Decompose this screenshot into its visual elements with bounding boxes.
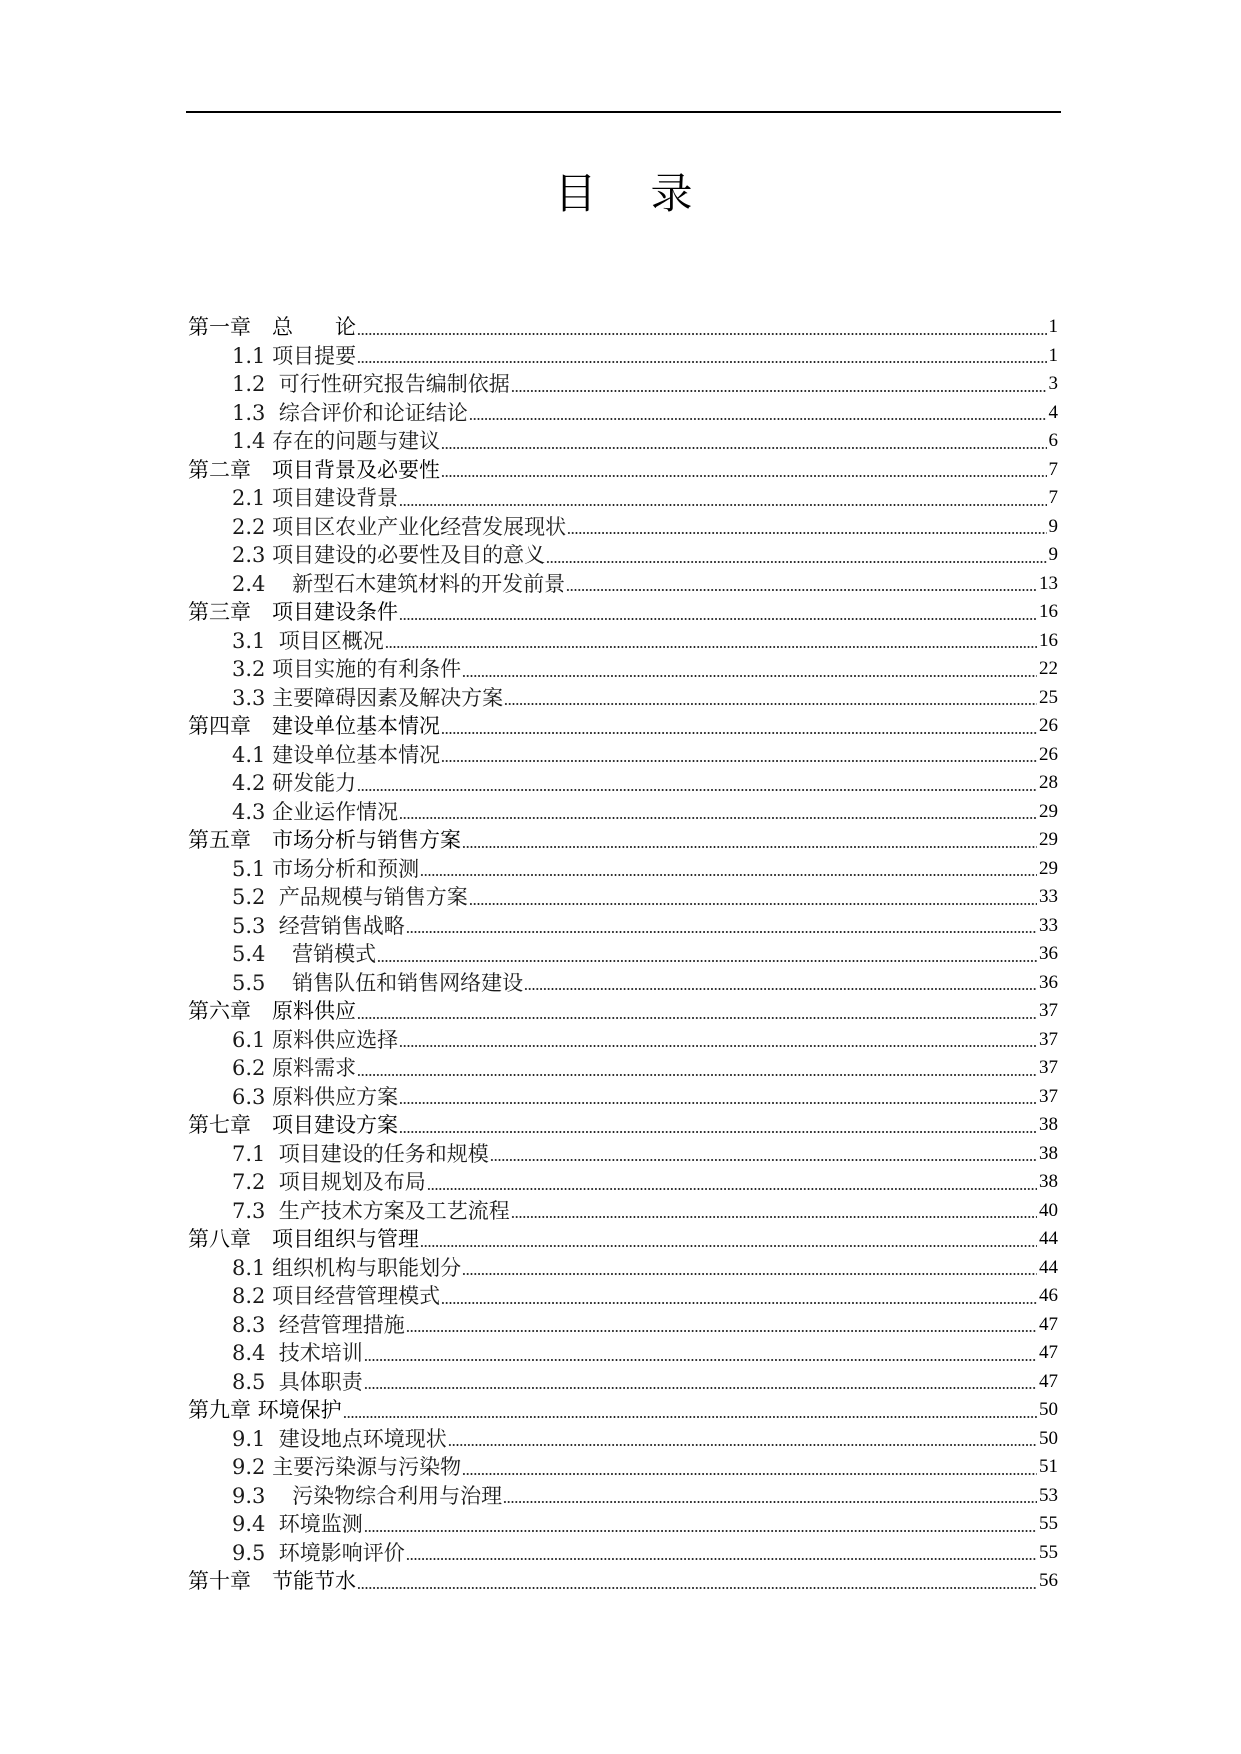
toc-entry-title: 第四章 建设单位基本情况 [188, 714, 440, 738]
table-of-contents [188, 313, 1058, 1596]
toc-entry-title: 2.2 项目区农业产业化经营发展现状 [232, 514, 567, 539]
toc-entry-title: 5.5 销售队伍和销售网络建设 [232, 970, 524, 995]
toc-section-entry [188, 1282, 1058, 1311]
dot-leader [357, 342, 1046, 371]
toc-page-number: 29 [1039, 829, 1058, 850]
toc-page-number: 9 [1048, 544, 1058, 565]
toc-page-number: 25 [1039, 686, 1058, 708]
toc-page-number: 37 [1039, 1057, 1058, 1078]
toc-page-number: 4 [1048, 401, 1058, 423]
toc-page-number: 7 [1048, 487, 1058, 508]
toc-entry-title: 9.5 环境影响评价 [232, 1540, 405, 1565]
dot-leader [441, 427, 1046, 456]
toc-entry-title: 1.4 存在的问题与建议 [232, 429, 441, 453]
toc-page-number: 29 [1039, 857, 1058, 879]
toc-page-number: 50 [1039, 1427, 1058, 1449]
toc-page-number: 28 [1039, 772, 1058, 793]
toc-section-entry [188, 769, 1058, 798]
toc-section-entry [188, 1083, 1058, 1112]
toc-page-number: 3 [1048, 373, 1058, 394]
toc-entry-title: 9.3 污染物综合利用与治理 [232, 1483, 503, 1508]
toc-section-entry [188, 1339, 1058, 1368]
dot-leader [511, 370, 1047, 399]
toc-entry-title: 第三章 项目建设条件 [188, 600, 398, 624]
toc-entry-title: 8.1 组织机构与职能划分 [232, 1255, 462, 1280]
toc-section-entry [188, 1453, 1058, 1482]
toc-section-entry [188, 883, 1058, 912]
toc-page-number: 1 [1048, 316, 1058, 337]
toc-page-number: 46 [1039, 1285, 1058, 1306]
toc-section-entry [188, 541, 1058, 570]
toc-chapter-entry [188, 1567, 1058, 1596]
dot-leader [504, 684, 1037, 713]
toc-entry-title: 2.3 项目建设的必要性及目的意义 [232, 543, 546, 567]
toc-entry-title: 5.1 市场分析和预测 [232, 856, 420, 881]
dot-leader [490, 1140, 1037, 1169]
toc-page-number: 36 [1039, 943, 1058, 964]
toc-page-number: 55 [1039, 1513, 1058, 1534]
toc-page-number: 22 [1039, 658, 1058, 679]
toc-section-entry [188, 1311, 1058, 1340]
dot-leader [364, 1339, 1037, 1368]
toc-entry-title: 9.2 主要污染源与污染物 [232, 1455, 462, 1479]
toc-entry-title: 7.2 项目规划及布局 [232, 1170, 426, 1194]
toc-entry-title: 1.3 综合评价和论证结论 [232, 400, 468, 425]
toc-page-number: 55 [1039, 1541, 1058, 1563]
toc-entry-title: 第八章 项目组织与管理 [188, 1227, 419, 1251]
dot-leader [406, 912, 1037, 941]
toc-entry-title: 5.2 产品规模与销售方案 [232, 885, 468, 909]
toc-entry-title: 第七章 项目建设方案 [188, 1113, 398, 1137]
toc-section-entry [188, 940, 1058, 969]
toc-entry-title: 8.4 技术培训 [232, 1341, 363, 1365]
toc-section-entry [188, 1425, 1058, 1454]
dot-leader [399, 1111, 1037, 1140]
toc-page-number: 9 [1048, 515, 1058, 537]
toc-section-entry [188, 399, 1058, 428]
toc-page-number: 13 [1039, 572, 1058, 594]
dot-leader [462, 1453, 1037, 1482]
toc-entry-title: 9.4 环境监测 [232, 1512, 363, 1536]
toc-section-entry [188, 1054, 1058, 1083]
toc-section-entry [188, 627, 1058, 656]
toc-page-number: 6 [1048, 430, 1058, 451]
dot-leader [462, 655, 1037, 684]
toc-page-number: 16 [1039, 601, 1058, 622]
toc-section-entry [188, 370, 1058, 399]
dot-leader [385, 627, 1037, 656]
toc-entry-title: 4.1 建设单位基本情况 [232, 742, 441, 767]
toc-entry-title: 8.5 具体职责 [232, 1369, 363, 1394]
toc-entry-title: 2.1 项目建设背景 [232, 486, 399, 510]
toc-section-entry [188, 969, 1058, 998]
dot-leader [406, 1311, 1037, 1340]
dot-leader [469, 883, 1037, 912]
toc-chapter-entry [188, 997, 1058, 1026]
dot-leader [427, 1168, 1037, 1197]
toc-chapter-entry [188, 1225, 1058, 1254]
dot-leader [357, 1054, 1037, 1083]
toc-page-number: 51 [1039, 1456, 1058, 1477]
dot-leader [406, 1539, 1037, 1568]
dot-leader [357, 769, 1037, 798]
dot-leader [441, 712, 1037, 741]
toc-chapter-entry [188, 313, 1058, 342]
dot-leader [566, 570, 1037, 599]
toc-page-number: 47 [1039, 1313, 1058, 1335]
dot-leader [399, 1083, 1037, 1112]
toc-chapter-entry [188, 1396, 1058, 1425]
dot-leader [357, 1567, 1037, 1596]
toc-section-entry [188, 855, 1058, 884]
toc-page-number: 1 [1048, 344, 1058, 366]
toc-entry-title: 3.1 项目区概况 [232, 628, 384, 653]
toc-entry-title: 第九章 环境保护 [188, 1398, 342, 1422]
dot-leader [377, 940, 1037, 969]
toc-entry-title: 7.3 生产技术方案及工艺流程 [232, 1198, 510, 1223]
toc-section-entry [188, 1026, 1058, 1055]
header-rule [186, 111, 1061, 113]
dot-leader [511, 1197, 1037, 1226]
toc-entry-title: 1.1 项目提要 [232, 343, 357, 368]
toc-page-number: 16 [1039, 629, 1058, 651]
toc-page-number: 26 [1039, 715, 1058, 736]
toc-chapter-entry [188, 1111, 1058, 1140]
dot-leader [399, 798, 1037, 827]
toc-page-number: 47 [1039, 1342, 1058, 1363]
toc-page-number: 50 [1039, 1399, 1058, 1420]
toc-page-number: 56 [1039, 1570, 1058, 1591]
dot-leader [420, 1225, 1037, 1254]
toc-page-number: 37 [1039, 1028, 1058, 1050]
toc-page-number: 37 [1039, 1000, 1058, 1021]
dot-leader [441, 1282, 1037, 1311]
dot-leader [357, 313, 1047, 342]
toc-entry-title: 6.1 原料供应选择 [232, 1027, 399, 1052]
toc-section-entry [188, 741, 1058, 770]
toc-chapter-entry [188, 598, 1058, 627]
toc-section-entry [188, 1197, 1058, 1226]
toc-section-entry [188, 655, 1058, 684]
toc-entry-title: 3.3 主要障碍因素及解决方案 [232, 685, 504, 710]
dot-leader [448, 1425, 1037, 1454]
toc-section-entry [188, 912, 1058, 941]
toc-section-entry [188, 1482, 1058, 1511]
toc-section-entry [188, 1539, 1058, 1568]
toc-entry-title: 8.3 经营管理措施 [232, 1312, 405, 1337]
toc-entry-title: 8.2 项目经营管理模式 [232, 1284, 441, 1308]
dot-leader [462, 826, 1037, 855]
toc-section-entry [188, 513, 1058, 542]
dot-leader [441, 741, 1037, 770]
dot-leader [567, 513, 1046, 542]
dot-leader [399, 1026, 1037, 1055]
toc-entry-title: 5.4 营销模式 [232, 942, 377, 966]
toc-entry-title: 第一章 总 论 [188, 315, 356, 339]
toc-section-entry [188, 484, 1058, 513]
toc-section-entry [188, 342, 1058, 371]
dot-leader [462, 1254, 1037, 1283]
toc-chapter-entry [188, 712, 1058, 741]
toc-page-number: 47 [1039, 1370, 1058, 1392]
dot-leader [343, 1396, 1037, 1425]
toc-entry-title: 4.3 企业运作情况 [232, 799, 399, 824]
page-title: 目 录 [554, 169, 699, 218]
toc-page-number: 29 [1039, 800, 1058, 822]
toc-page-number: 40 [1039, 1199, 1058, 1221]
toc-entry-title: 4.2 研发能力 [232, 771, 357, 795]
dot-leader [364, 1368, 1037, 1397]
dot-leader [441, 456, 1047, 485]
dot-leader [399, 484, 1046, 513]
toc-entry-title: 第六章 原料供应 [188, 999, 356, 1023]
dot-leader [503, 1482, 1037, 1511]
dot-leader [364, 1510, 1037, 1539]
toc-section-entry [188, 427, 1058, 456]
toc-page-number: 36 [1039, 971, 1058, 993]
toc-page-number: 26 [1039, 743, 1058, 765]
toc-page-number: 53 [1039, 1484, 1058, 1506]
toc-section-entry [188, 684, 1058, 713]
toc-chapter-entry [188, 456, 1058, 485]
toc-entry-title: 6.2 原料需求 [232, 1056, 357, 1080]
toc-section-entry [188, 1168, 1058, 1197]
toc-page-number: 33 [1039, 886, 1058, 907]
toc-page-number: 38 [1039, 1171, 1058, 1192]
toc-entry-title: 5.3 经营销售战略 [232, 913, 405, 938]
dot-leader [357, 997, 1037, 1026]
toc-page-number: 44 [1039, 1228, 1058, 1249]
toc-section-entry [188, 1140, 1058, 1169]
dot-leader [469, 399, 1047, 428]
toc-page-number: 38 [1039, 1142, 1058, 1164]
toc-section-entry [188, 1254, 1058, 1283]
toc-entry-title: 3.2 项目实施的有利条件 [232, 657, 462, 681]
toc-page-number: 37 [1039, 1085, 1058, 1107]
toc-entry-title: 2.4 新型石木建筑材料的开发前景 [232, 571, 566, 596]
toc-section-entry [188, 570, 1058, 599]
toc-section-entry [188, 798, 1058, 827]
toc-entry-title: 第二章 项目背景及必要性 [188, 457, 440, 482]
toc-entry-title: 7.1 项目建设的任务和规模 [232, 1141, 489, 1166]
dot-leader [546, 541, 1046, 570]
toc-page-number: 38 [1039, 1114, 1058, 1135]
toc-entry-title: 1.2 可行性研究报告编制依据 [232, 372, 510, 396]
toc-chapter-entry [188, 826, 1058, 855]
toc-page-number: 44 [1039, 1256, 1058, 1278]
dot-leader [420, 855, 1037, 884]
dot-leader [399, 598, 1037, 627]
toc-section-entry [188, 1368, 1058, 1397]
toc-entry-title: 第五章 市场分析与销售方案 [188, 828, 461, 852]
toc-page-number: 33 [1039, 914, 1058, 936]
toc-entry-title: 9.1 建设地点环境现状 [232, 1426, 447, 1451]
dot-leader [524, 969, 1037, 998]
toc-entry-title: 6.3 原料供应方案 [232, 1084, 399, 1109]
toc-entry-title: 第十章 节能节水 [188, 1569, 356, 1593]
toc-page-number: 7 [1048, 458, 1058, 480]
toc-section-entry [188, 1510, 1058, 1539]
